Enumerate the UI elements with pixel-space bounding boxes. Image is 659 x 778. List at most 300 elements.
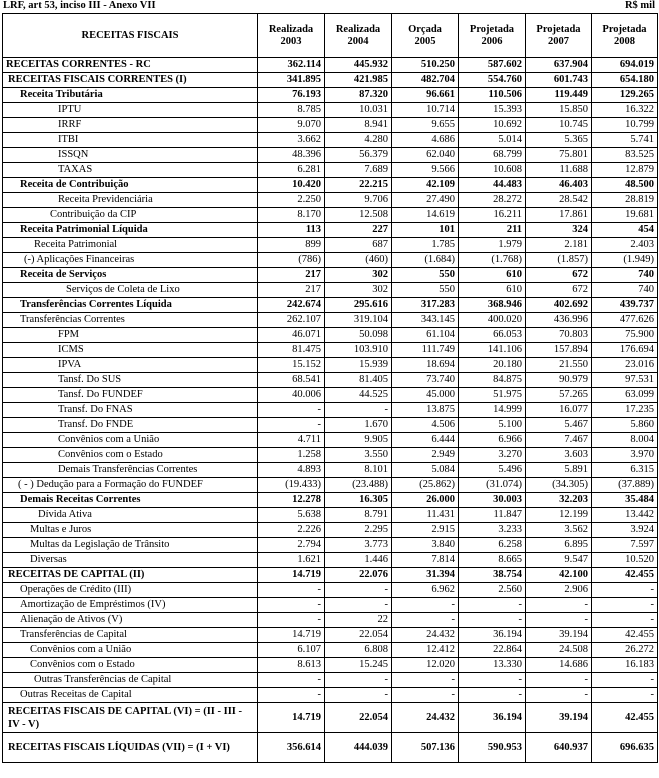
cell-value: 50.098 — [325, 328, 392, 343]
cell-value: 8.941 — [325, 118, 392, 133]
table-row — [3, 568, 658, 583]
cell-value: 3.970 — [592, 448, 658, 463]
table-row — [3, 553, 658, 568]
table-row — [3, 463, 658, 478]
column-year: 2008 — [614, 35, 635, 47]
cell-value: 44.525 — [325, 388, 392, 403]
cell-value: - — [258, 598, 325, 613]
cell-value: - — [258, 613, 325, 628]
cell-value: 6.281 — [258, 163, 325, 178]
cell-value: 97.531 — [592, 373, 658, 388]
cell-value: 444.039 — [325, 733, 392, 763]
cell-value: 24.508 — [526, 643, 592, 658]
cell-value: 2.403 — [592, 238, 658, 253]
cell-value: 8.791 — [325, 508, 392, 523]
cell-value: 26.272 — [592, 643, 658, 658]
row-label: Receita Patrimonial — [3, 238, 258, 253]
row-label: RECEITAS CORRENTES - RC — [3, 58, 258, 73]
table-row — [3, 673, 658, 688]
cell-value: - — [526, 673, 592, 688]
row-label: Convênios com a União — [3, 643, 258, 658]
cell-value: 84.875 — [459, 373, 526, 388]
cell-value: 24.432 — [392, 703, 459, 733]
cell-value: - — [258, 673, 325, 688]
cell-value: 4.686 — [392, 133, 459, 148]
cell-value: 5.467 — [526, 418, 592, 433]
cell-value: 436.996 — [526, 313, 592, 328]
row-label: Convênios com a União — [3, 433, 258, 448]
cell-value: 672 — [526, 283, 592, 298]
cell-value: 16.322 — [592, 103, 658, 118]
cell-value: 587.602 — [459, 58, 526, 73]
fiscal-revenue-table — [2, 13, 658, 763]
cell-value: 5.100 — [459, 418, 526, 433]
cell-value: 7.597 — [592, 538, 658, 553]
cell-value: 111.749 — [392, 343, 459, 358]
cell-value: 46.403 — [526, 178, 592, 193]
cell-value: - — [526, 613, 592, 628]
row-label: Demais Receitas Correntes — [3, 493, 258, 508]
cell-value: 3.603 — [526, 448, 592, 463]
cell-value: 2.906 — [526, 583, 592, 598]
cell-value: 16.211 — [459, 208, 526, 223]
cell-value: 2.295 — [325, 523, 392, 538]
cell-value: 302 — [325, 283, 392, 298]
cell-value: 507.136 — [392, 733, 459, 763]
cell-value: 24.432 — [392, 628, 459, 643]
cell-value: 899 — [258, 238, 325, 253]
cell-value: 39.194 — [526, 703, 592, 733]
cell-value: 421.985 — [325, 73, 392, 88]
cell-value: 1.979 — [459, 238, 526, 253]
cell-value: 30.003 — [459, 493, 526, 508]
row-label: (-) Aplicações Financeiras — [3, 253, 258, 268]
row-label: ITBI — [3, 133, 258, 148]
cell-value: 319.104 — [325, 313, 392, 328]
cell-value: 362.114 — [258, 58, 325, 73]
cell-value: 14.719 — [258, 703, 325, 733]
cell-value: 640.937 — [526, 733, 592, 763]
column-header-label: RECEITAS FISCAIS — [3, 14, 258, 58]
cell-value: 295.616 — [325, 298, 392, 313]
cell-value: 76.193 — [258, 88, 325, 103]
row-label: ISSQN — [3, 148, 258, 163]
cell-value: 1.258 — [258, 448, 325, 463]
table-row — [3, 133, 658, 148]
row-label: Receita Tributária — [3, 88, 258, 103]
cell-value: 510.250 — [392, 58, 459, 73]
table-row — [3, 538, 658, 553]
column-header-2003 — [258, 14, 325, 58]
column-status: Orçada — [408, 23, 442, 35]
row-label: Convênios com o Estado — [3, 658, 258, 673]
cell-value: 28.272 — [459, 193, 526, 208]
table-row — [3, 448, 658, 463]
cell-value: 40.006 — [258, 388, 325, 403]
row-label: Diversas — [3, 553, 258, 568]
cell-value: 81.405 — [325, 373, 392, 388]
row-label: RECEITAS FISCAIS CORRENTES (I) — [3, 73, 258, 88]
cell-value: 13.442 — [592, 508, 658, 523]
column-status: Projetada — [469, 23, 515, 35]
cell-value: (31.074) — [459, 478, 526, 493]
cell-value: 6.895 — [526, 538, 592, 553]
cell-value: 10.420 — [258, 178, 325, 193]
cell-value: 15.939 — [325, 358, 392, 373]
cell-value: 6.962 — [392, 583, 459, 598]
column-header-2004 — [325, 14, 392, 58]
cell-value: 211 — [459, 223, 526, 238]
cell-value: 36.194 — [459, 703, 526, 733]
cell-value: - — [592, 688, 658, 703]
cell-value: 10.692 — [459, 118, 526, 133]
cell-value: - — [526, 688, 592, 703]
table-row — [3, 238, 658, 253]
cell-value: 262.107 — [258, 313, 325, 328]
cell-value: 1.446 — [325, 553, 392, 568]
cell-value: 654.180 — [592, 73, 658, 88]
cell-value: - — [325, 403, 392, 418]
cell-value: 4.506 — [392, 418, 459, 433]
column-status: Realizada — [268, 23, 314, 35]
table-row — [3, 628, 658, 643]
table-row — [3, 583, 658, 598]
cell-value: 3.924 — [592, 523, 658, 538]
cell-value: 4.893 — [258, 463, 325, 478]
row-label: IPTU — [3, 103, 258, 118]
cell-value: 242.674 — [258, 298, 325, 313]
cell-value: 56.379 — [325, 148, 392, 163]
cell-value: 22.076 — [325, 568, 392, 583]
row-label: TAXAS — [3, 163, 258, 178]
cell-value: 1.670 — [325, 418, 392, 433]
cell-value: 5.365 — [526, 133, 592, 148]
row-label: IRRF — [3, 118, 258, 133]
cell-value: 400.020 — [459, 313, 526, 328]
row-label: Outras Receitas de Capital — [3, 688, 258, 703]
cell-value: - — [258, 583, 325, 598]
cell-value: (460) — [325, 253, 392, 268]
table-row — [3, 433, 658, 448]
cell-value: 3.233 — [459, 523, 526, 538]
table-row — [3, 418, 658, 433]
row-label: Serviços de Coleta de Lixo — [3, 283, 258, 298]
column-header-2007 — [526, 14, 592, 58]
cell-value: 83.525 — [592, 148, 658, 163]
column-status: Projetada — [602, 23, 647, 35]
cell-value: - — [258, 418, 325, 433]
cell-value: 16.183 — [592, 658, 658, 673]
cell-value: (34.305) — [526, 478, 592, 493]
cell-value: 740 — [592, 268, 658, 283]
cell-value: 7.467 — [526, 433, 592, 448]
cell-value: 17.235 — [592, 403, 658, 418]
cell-value: - — [592, 613, 658, 628]
cell-value: 9.070 — [258, 118, 325, 133]
cell-value: (1.949) — [592, 253, 658, 268]
cell-value: - — [392, 673, 459, 688]
cell-value: 2.915 — [392, 523, 459, 538]
column-year: 2003 — [280, 35, 302, 47]
cell-value: 96.661 — [392, 88, 459, 103]
cell-value: 22.864 — [459, 643, 526, 658]
cell-value: 402.692 — [526, 298, 592, 313]
row-label: Receita Patrimonial Líquida — [3, 223, 258, 238]
cell-value: 42.455 — [592, 628, 658, 643]
cell-value: 35.484 — [592, 493, 658, 508]
row-label: Multas da Legislação de Trânsito — [3, 538, 258, 553]
cell-value: 176.694 — [592, 343, 658, 358]
cell-value: 5.860 — [592, 418, 658, 433]
cell-value: 51.975 — [459, 388, 526, 403]
cell-value: 75.801 — [526, 148, 592, 163]
cell-value: - — [392, 598, 459, 613]
cell-value: 302 — [325, 268, 392, 283]
cell-value: 14.719 — [258, 568, 325, 583]
cell-value: (25.862) — [392, 478, 459, 493]
table-row — [3, 58, 658, 73]
row-label: IPVA — [3, 358, 258, 373]
cell-value: 6.258 — [459, 538, 526, 553]
cell-value: 687 — [325, 238, 392, 253]
cell-value: 110.506 — [459, 88, 526, 103]
report-header — [0, 0, 659, 13]
row-label: Contribuição da CIP — [3, 208, 258, 223]
cell-value: 3.773 — [325, 538, 392, 553]
cell-value: 5.741 — [592, 133, 658, 148]
cell-value: 9.566 — [392, 163, 459, 178]
cell-value: - — [258, 688, 325, 703]
cell-value: 16.077 — [526, 403, 592, 418]
cell-value: 129.265 — [592, 88, 658, 103]
cell-value: 119.449 — [526, 88, 592, 103]
cell-value: 5.891 — [526, 463, 592, 478]
table-row — [3, 598, 658, 613]
cell-value: - — [459, 688, 526, 703]
cell-value: 12.278 — [258, 493, 325, 508]
row-label: Outras Transferências de Capital — [3, 673, 258, 688]
table-row — [3, 343, 658, 358]
cell-value: 44.483 — [459, 178, 526, 193]
row-label: Transf. Do FNAS — [3, 403, 258, 418]
cell-value: 45.000 — [392, 388, 459, 403]
cell-value: 2.794 — [258, 538, 325, 553]
cell-value: 22.054 — [325, 703, 392, 733]
cell-value: 14.999 — [459, 403, 526, 418]
cell-value: 48.396 — [258, 148, 325, 163]
cell-value: 5.014 — [459, 133, 526, 148]
cell-value: 590.953 — [459, 733, 526, 763]
cell-value: 46.071 — [258, 328, 325, 343]
cell-value: 70.803 — [526, 328, 592, 343]
cell-value: 62.040 — [392, 148, 459, 163]
cell-value: 343.145 — [392, 313, 459, 328]
row-label: ( - ) Dedução para a Formação do FUNDEF — [3, 478, 258, 493]
cell-value: 11.431 — [392, 508, 459, 523]
table-row — [3, 88, 658, 103]
cell-value: 439.737 — [592, 298, 658, 313]
cell-value: 90.979 — [526, 373, 592, 388]
table-row — [3, 328, 658, 343]
cell-value: 113 — [258, 223, 325, 238]
row-label: Tansf. Do SUS — [3, 373, 258, 388]
cell-value: 63.099 — [592, 388, 658, 403]
cell-value: 10.520 — [592, 553, 658, 568]
cell-value: 317.283 — [392, 298, 459, 313]
cell-value: 103.910 — [325, 343, 392, 358]
cell-value: 42.455 — [592, 568, 658, 583]
cell-value: 32.203 — [526, 493, 592, 508]
table-row — [3, 73, 658, 88]
cell-value: 141.106 — [459, 343, 526, 358]
cell-value: 39.194 — [526, 628, 592, 643]
cell-value: 26.000 — [392, 493, 459, 508]
row-label: Tansf. Do FUNDEF — [3, 388, 258, 403]
cell-value: 482.704 — [392, 73, 459, 88]
cell-value: 12.199 — [526, 508, 592, 523]
cell-value: 6.808 — [325, 643, 392, 658]
cell-value: 341.895 — [258, 73, 325, 88]
row-label: RECEITAS DE CAPITAL (II) — [3, 568, 258, 583]
cell-value: 81.475 — [258, 343, 325, 358]
row-label: Receita Previdenciária — [3, 193, 258, 208]
row-label: Convênios com o Estado — [3, 448, 258, 463]
cell-value: 15.245 — [325, 658, 392, 673]
row-label: ICMS — [3, 343, 258, 358]
cell-value: 75.900 — [592, 328, 658, 343]
cell-value: 10.608 — [459, 163, 526, 178]
row-label: Multas e Juros — [3, 523, 258, 538]
table-header-row — [3, 14, 658, 58]
cell-value: 57.265 — [526, 388, 592, 403]
cell-value: 17.861 — [526, 208, 592, 223]
cell-value: 87.320 — [325, 88, 392, 103]
cell-value: 31.394 — [392, 568, 459, 583]
row-label: RECEITAS FISCAIS DE CAPITAL (VI) = (II - III - IV - V) — [3, 703, 258, 733]
row-label: Transferências Correntes — [3, 313, 258, 328]
cell-value: 5.084 — [392, 463, 459, 478]
table-row — [3, 283, 658, 298]
table-row — [3, 358, 658, 373]
table-row — [3, 208, 658, 223]
table-row — [3, 658, 658, 673]
cell-value: 3.562 — [526, 523, 592, 538]
row-label: Operações de Crédito (III) — [3, 583, 258, 598]
column-header-2005 — [392, 14, 459, 58]
cell-value: 22.215 — [325, 178, 392, 193]
cell-value: 445.932 — [325, 58, 392, 73]
cell-value: (1.768) — [459, 253, 526, 268]
row-label: Receita de Contribuição — [3, 178, 258, 193]
cell-value: 554.760 — [459, 73, 526, 88]
cell-value: (786) — [258, 253, 325, 268]
cell-value: 356.614 — [258, 733, 325, 763]
cell-value: 740 — [592, 283, 658, 298]
cell-value: 48.500 — [592, 178, 658, 193]
cell-value: 696.635 — [592, 733, 658, 763]
row-label: Amortização de Empréstimos (IV) — [3, 598, 258, 613]
table-row — [3, 733, 658, 763]
cell-value: 68.541 — [258, 373, 325, 388]
cell-value: 477.626 — [592, 313, 658, 328]
cell-value: (1.684) — [392, 253, 459, 268]
cell-value: 19.681 — [592, 208, 658, 223]
table-row — [3, 478, 658, 493]
cell-value: - — [459, 613, 526, 628]
cell-value: 9.706 — [325, 193, 392, 208]
cell-value: 12.020 — [392, 658, 459, 673]
table-row — [3, 493, 658, 508]
cell-value: 3.270 — [459, 448, 526, 463]
cell-value: 11.688 — [526, 163, 592, 178]
cell-value: 601.743 — [526, 73, 592, 88]
cell-value: 27.490 — [392, 193, 459, 208]
cell-value: - — [325, 583, 392, 598]
cell-value: 28.542 — [526, 193, 592, 208]
cell-value: 7.689 — [325, 163, 392, 178]
cell-value: 21.550 — [526, 358, 592, 373]
cell-value: 7.814 — [392, 553, 459, 568]
report-reference: LRF, art 53, inciso III - Anexo VII — [3, 0, 156, 11]
cell-value: 13.330 — [459, 658, 526, 673]
cell-value: 18.694 — [392, 358, 459, 373]
cell-value: 1.785 — [392, 238, 459, 253]
column-status: Realizada — [335, 23, 381, 35]
cell-value: 42.100 — [526, 568, 592, 583]
table-body — [3, 58, 658, 763]
cell-value: 6.107 — [258, 643, 325, 658]
cell-value: 73.740 — [392, 373, 459, 388]
row-label: Transferências de Capital — [3, 628, 258, 643]
cell-value: - — [526, 598, 592, 613]
column-year: 2007 — [548, 35, 569, 47]
cell-value: 2.181 — [526, 238, 592, 253]
cell-value: 610 — [459, 268, 526, 283]
table-row — [3, 178, 658, 193]
cell-value: - — [459, 673, 526, 688]
table-row — [3, 253, 658, 268]
column-header-2008 — [592, 14, 658, 58]
cell-value: - — [325, 673, 392, 688]
cell-value: 2.560 — [459, 583, 526, 598]
cell-value: 10.714 — [392, 103, 459, 118]
cell-value: 637.904 — [526, 58, 592, 73]
table-row — [3, 613, 658, 628]
cell-value: 324 — [526, 223, 592, 238]
cell-value: 550 — [392, 283, 459, 298]
table-row — [3, 148, 658, 163]
cell-value: 38.754 — [459, 568, 526, 583]
cell-value: 2.226 — [258, 523, 325, 538]
cell-value: 8.004 — [592, 433, 658, 448]
cell-value: 6.315 — [592, 463, 658, 478]
column-status: Projetada — [536, 23, 581, 35]
cell-value: 227 — [325, 223, 392, 238]
cell-value: 22 — [325, 613, 392, 628]
cell-value: - — [592, 673, 658, 688]
cell-value: (23.488) — [325, 478, 392, 493]
cell-value: 101 — [392, 223, 459, 238]
cell-value: 1.621 — [258, 553, 325, 568]
cell-value: 5.638 — [258, 508, 325, 523]
table-row — [3, 523, 658, 538]
table-row — [3, 298, 658, 313]
row-label: FPM — [3, 328, 258, 343]
cell-value: - — [325, 688, 392, 703]
cell-value: 6.966 — [459, 433, 526, 448]
cell-value: (37.889) — [592, 478, 658, 493]
cell-value: 11.847 — [459, 508, 526, 523]
